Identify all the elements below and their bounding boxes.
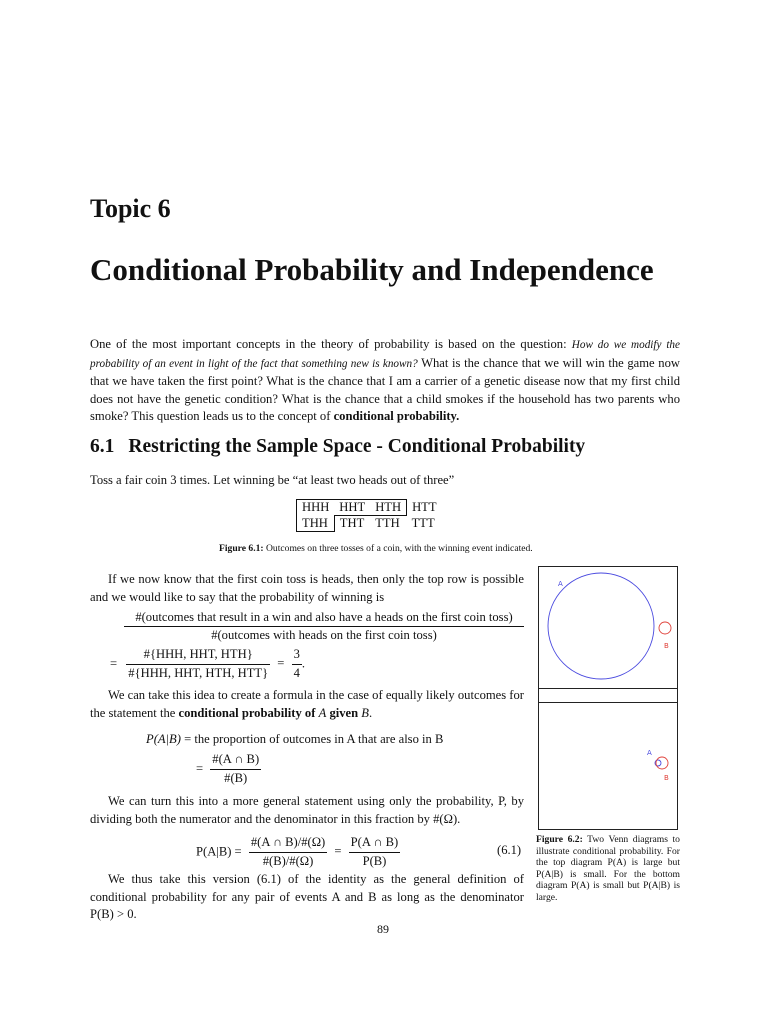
coin-outcomes-table (296, 499, 443, 532)
intro-paragraph (90, 336, 680, 426)
definition-denominator: #(B) (224, 770, 248, 785)
definition-line (146, 731, 443, 749)
formula-paragraph-given: given (329, 705, 359, 720)
table-cell: THT (334, 516, 370, 532)
equation-number: (6.1) (497, 843, 522, 857)
set-numerator: #{HHH, HHT, HTH} (126, 646, 270, 665)
general-paragraph: We can turn this into a more general statement using only the probability, P, by dividing both the numerator and the denominator in this fraction by #(Ω). (90, 794, 524, 826)
win-equation-numerator: #(outcomes that result in a win and also have a heads on the first coin toss) (124, 609, 524, 627)
venn-circle-a-top (548, 573, 654, 679)
win-equation-denominator: #(outcomes with heads on the first coin toss) (211, 628, 437, 642)
result-numerator: 3 (292, 646, 302, 665)
set-denominator: #{HHH, HHT, HTH, HTT} (128, 665, 269, 680)
eq-6-1-frac2-den: P(B) (362, 853, 387, 868)
definition-lhs: P(A|B) (146, 732, 181, 746)
section-heading (90, 436, 585, 458)
win-set-equation: = $\frac{\text{\#\{HHH, HHT, HTH\}}}{\text{\#\{HHH, HHT, HTH, HTT\}}}$ = $\frac{3}{4}$ . (110, 646, 305, 682)
intro-text-2: What is the chance that we will win the game now that we have taken the first point? What is the chance that I am a carrier of a genetic disease now that my first child does not have the genetic condition? What is the chance that a child smokes if the household has two parents who smoke? This question leads us to the concept of (90, 355, 680, 424)
eq-6-1-lhs: P(A|B) = (196, 844, 242, 859)
intro-text-1: One of the most important concepts in the theory of probability is based on the question: (90, 337, 572, 351)
venn-circle-b-top (659, 622, 671, 634)
table-cell: THH (297, 516, 335, 532)
table-cell: HHT (334, 500, 370, 516)
toss-text: Toss a fair coin 3 times. Let winning be “at least two heads out of three” (90, 473, 455, 487)
venn-label-a-bottom: A (647, 749, 652, 757)
equation-6-1: P(A|B) = $\frac{\#(A \cap B)/\#(\Omega)}{\#(B)/\#(\Omega)}$ = $\frac{P(A \cap B)}{P(B)}$ (196, 834, 400, 870)
formula-paragraph-bold: conditional probability of (178, 705, 316, 720)
table-row (297, 516, 443, 532)
table-row (297, 500, 443, 516)
intro-bold-term: conditional probability. (333, 409, 460, 424)
venn-circle-b-bottom (656, 757, 668, 769)
venn-diagrams-figure (538, 566, 678, 830)
figure-6-1-text: Outcomes on three tosses of a coin, with the winning event indicated. (266, 543, 533, 554)
definition-text: = the proportion of outcomes in A that are also in B (184, 732, 444, 746)
definition-numerator: #(A ∩ B) (210, 751, 261, 770)
figure-6-2-text: Two Venn diagrams to illustrate conditional probability. For the top diagram P(A) is large but P(A|B) is small. For the bottom diagram P(A) is small but P(A|B) is large. (536, 834, 680, 903)
venn-label-b-top: B (664, 642, 669, 650)
eq-6-1-frac1-num: #(A ∩ B)/#(Ω) (249, 834, 327, 853)
eq-6-1-frac2-num: P(A ∩ B) (349, 834, 401, 853)
first-toss-paragraph: If we now know that the first coin toss is heads, then only the top row is possible and we would like to say that the probability of winning is (90, 572, 524, 604)
chapter-label: Topic 6 (90, 194, 171, 223)
formula-paragraph: We can take this idea to create a formula in the case of equally likely outcomes for the statement the conditional probability of A given B. (90, 688, 524, 720)
figure-6-1-label: Figure 6.1: (219, 543, 264, 554)
table-cell: HTT (412, 500, 437, 514)
venn-label-b-bottom: B (664, 774, 669, 782)
intro-question: How do we modify the probability of an event in light of the fact that something new is known? (90, 339, 680, 370)
result-denominator: 4 (293, 665, 300, 680)
table-cell: TTH (375, 516, 400, 530)
figure-6-1-caption (219, 543, 533, 555)
definition-fraction: = $\frac{\#(A \cap B)}{\#(B)}$ (196, 751, 261, 787)
figure-divider (539, 689, 678, 703)
section-number: 6.1 (90, 436, 115, 457)
win-equation (114, 609, 524, 644)
table-cell: HTH (370, 500, 406, 516)
figure-6-2-label: Figure 6.2: (536, 834, 583, 845)
venn-label-a-top: A (558, 580, 563, 588)
conclusion-paragraph: We thus take this version (6.1) of the identity as the general definition of conditional probability for any pair of events A and B as long as the denominator P(B) > 0. (90, 872, 524, 922)
chapter-title: Conditional Probability and Independence (90, 252, 654, 287)
table-cell: TTT (411, 515, 435, 530)
table-cell: HHH (297, 500, 335, 516)
figure-frame (539, 567, 678, 830)
eq-6-1-frac1-den: #(B)/#(Ω) (262, 853, 314, 868)
figure-6-2-caption (536, 834, 680, 904)
section-title: Restricting the Sample Space - Conditional Probability (128, 436, 586, 457)
formula-paragraph-text: We can take this idea to create a formula in the case of equally likely outcomes for the statement the (90, 688, 524, 720)
page-number: 89 (377, 922, 389, 936)
